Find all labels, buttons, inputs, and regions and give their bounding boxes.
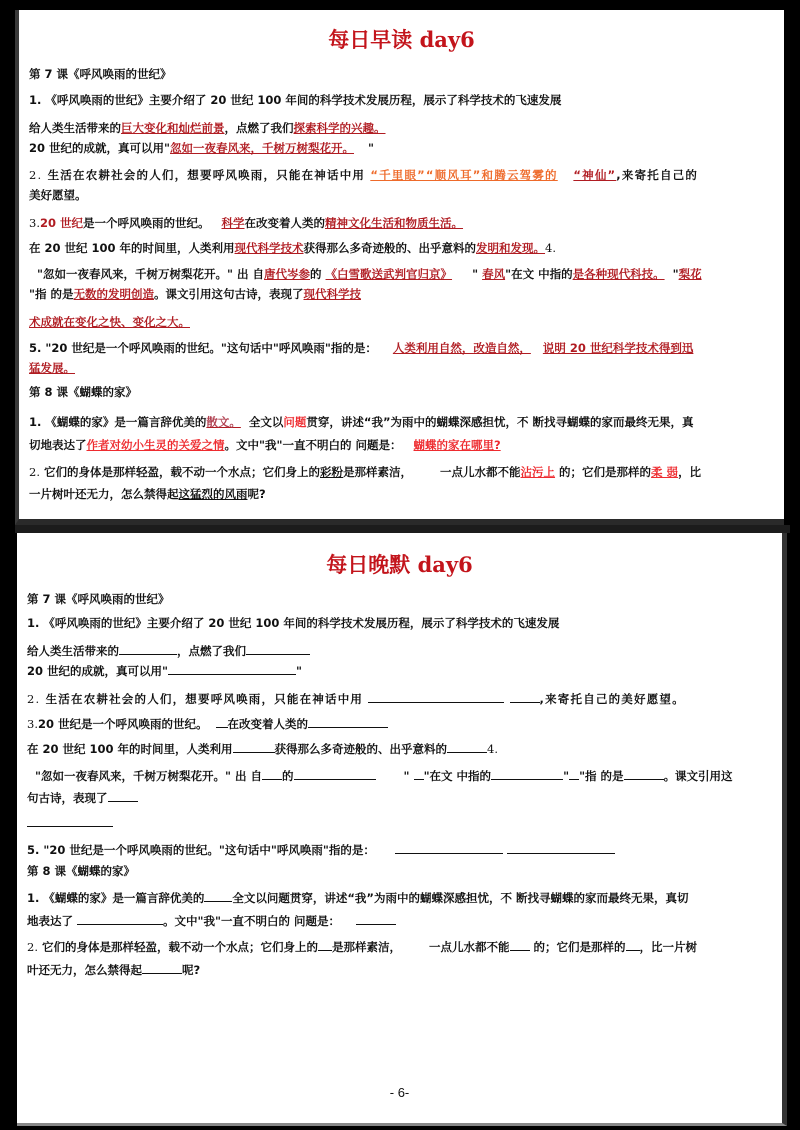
answer: 柔 弱 xyxy=(651,465,679,479)
text: 生活在农耕社会的人们，想要呼风唤雨，只能在神话中用 xyxy=(45,692,364,706)
text: 是一个呼风唤雨的世纪。 xyxy=(83,216,210,230)
text: 句古诗，表现了 xyxy=(27,791,108,805)
q4-line2 xyxy=(29,286,774,302)
fill-blank[interactable] xyxy=(510,939,530,951)
q5-line1 xyxy=(27,842,772,858)
l8-q2-line2 xyxy=(29,486,774,502)
fill-blank[interactable] xyxy=(368,691,504,703)
text: "忽如一夜春风来，千树万树梨花开。" 出 自 xyxy=(35,769,263,783)
fill-blank[interactable] xyxy=(510,691,540,703)
text: 它们的身体是那样轻盈，载不动一个水点；它们身上的 xyxy=(42,940,318,954)
text: ，点燃了我们 xyxy=(224,121,294,135)
fill-blank[interactable] xyxy=(108,790,138,802)
fill-blank[interactable] xyxy=(204,890,232,902)
q4-number: 4. xyxy=(487,742,499,756)
text: "指 的是 xyxy=(579,769,624,783)
q3-number: 3. xyxy=(29,216,40,230)
evening-title: 每日晚默 day6 xyxy=(326,552,473,577)
text: 的 xyxy=(310,267,322,281)
fill-blank[interactable] xyxy=(624,768,664,780)
text: 的；它们是那样的 xyxy=(533,940,626,954)
fill-blank[interactable] xyxy=(77,913,163,925)
fill-blank[interactable] xyxy=(507,842,615,854)
answer: 无数的发明创造 xyxy=(73,287,154,301)
text: 20 世纪是一个呼风唤雨的世纪。 xyxy=(37,717,208,731)
text: "忽如一夜春风来，千树万树梨花开。" 出 自 xyxy=(37,267,265,281)
evening-dictation-page xyxy=(17,533,787,1126)
text: 20 世纪的成就，真可以用" xyxy=(27,664,168,678)
text: 1. 《蝴蝶的家》是一篇言辞优美的 xyxy=(27,891,205,905)
text: 一点儿水都不能 xyxy=(429,940,510,954)
text: 的；它们是那样的 xyxy=(559,465,652,479)
answer: 《白雪歌送武判官归京》 xyxy=(325,267,453,281)
answer: 彩粉 xyxy=(320,465,343,479)
text: " xyxy=(672,267,679,281)
answer: 现代科学技术 xyxy=(234,241,304,255)
answer: “神仙” xyxy=(573,168,617,182)
page-number: - 6- xyxy=(389,1085,410,1100)
lesson7-heading: 第 7 课《呼风唤雨的世纪》 xyxy=(27,592,170,606)
text: ，比一片树 xyxy=(639,940,698,954)
fill-blank[interactable] xyxy=(262,768,282,780)
answer: 问题 xyxy=(283,415,307,429)
q3-number: 3. xyxy=(27,717,38,731)
fill-blank[interactable] xyxy=(356,913,396,925)
answer: 忽如一夜春风来，千树万树梨花开。 xyxy=(170,141,354,155)
l8-q2-line1 xyxy=(29,464,774,480)
q2-line1 xyxy=(27,691,772,707)
text: 一点儿水都不能 xyxy=(440,465,521,479)
answer: 探索科学的兴趣。 xyxy=(293,121,386,135)
text: 生活在农耕社会的人们，想要呼风唤雨，只能在神话中用 xyxy=(47,168,366,182)
text: 呢? xyxy=(247,487,266,501)
l8-q2-line1 xyxy=(27,939,772,955)
text: 是那样素洁， xyxy=(343,465,412,479)
text: 地表达了 xyxy=(27,914,73,928)
text: 呢? xyxy=(182,963,201,977)
text: 。课文引用这句古诗，表现了 xyxy=(154,287,304,301)
lesson8-heading: 第 8 课《蝴蝶的家》 xyxy=(27,864,136,878)
answer: 梨花 xyxy=(678,267,702,281)
text: "在文 中指的 xyxy=(423,769,492,783)
fill-blank[interactable] xyxy=(318,939,332,951)
answer: 人类利用自然，改造自然， xyxy=(392,341,531,355)
q2-line2: 美好愿望。 xyxy=(29,188,87,202)
q5-line2 xyxy=(29,360,774,376)
text: 获得那么多奇迹般的、出乎意料的 xyxy=(303,241,477,255)
answer: 精神文化生活和物质生活。 xyxy=(325,216,464,230)
lesson7-heading: 第 7 课《呼风唤雨的世纪》 xyxy=(29,67,172,81)
q3-line1 xyxy=(29,215,774,231)
fill-blank[interactable] xyxy=(233,741,275,753)
answer: 科学 xyxy=(221,216,245,230)
page-divider xyxy=(15,525,790,533)
text: " xyxy=(472,267,479,281)
q4-line1 xyxy=(27,768,772,784)
q4-line1 xyxy=(29,266,774,282)
morning-reading-page xyxy=(15,10,784,525)
text: 全文以问题贯穿，讲述“我”为雨中的蝴蝶深感担忧，不 断找寻蝴蝶的家而最终无果，真切 xyxy=(232,891,689,905)
q1-line1: 1. 《呼风唤雨的世纪》主要介绍了 20 世纪 100 年间的科学技术发展历程，展示了科学技术的飞速发展 xyxy=(29,93,562,107)
fill-blank[interactable] xyxy=(414,768,424,780)
fill-blank[interactable] xyxy=(294,768,376,780)
q4-line2 xyxy=(27,790,772,806)
q2-number: 2. xyxy=(29,168,43,182)
q1-line2 xyxy=(27,643,772,659)
fill-blank[interactable] xyxy=(395,842,503,854)
text: "指 的是 xyxy=(29,287,74,301)
text: 的 xyxy=(282,769,294,783)
text: ，比 xyxy=(678,465,702,479)
fill-blank[interactable] xyxy=(491,768,563,780)
l8-q1-line1 xyxy=(27,890,772,906)
q5-line1 xyxy=(29,340,774,356)
answer: 作者对幼小生灵的关爱之情 xyxy=(86,438,225,452)
q1-line2 xyxy=(29,120,774,136)
q4-line3 xyxy=(29,314,774,330)
text: 是那样素洁， xyxy=(332,940,401,954)
answer: 现代科学技 xyxy=(303,287,361,301)
text: 。文中"我"一直不明白的 问题是： xyxy=(163,914,341,928)
answer: 猛发展。 xyxy=(29,361,75,375)
fill-blank[interactable] xyxy=(246,643,310,655)
text: "在文 中指的 xyxy=(505,267,573,281)
answer: “千里眼”“顺风耳”和腾云驾雾的 xyxy=(370,168,558,182)
q4-number: 4. xyxy=(545,241,557,255)
text: 给人类生活带来的 xyxy=(29,121,121,135)
text: 5. "20 世纪是一个呼风唤雨的世纪。"这句话中"呼风唤雨"指的是： xyxy=(29,341,377,355)
q1-line3 xyxy=(29,140,774,156)
text: 获得那么多奇迹般的、出乎意料的 xyxy=(274,742,448,756)
answer: 唐代岑参 xyxy=(264,267,311,281)
text: 5. "20 世纪是一个呼风唤雨的世纪。"这句话中"呼风唤雨"指的是： xyxy=(27,843,375,857)
text: ,来寄托自己的美好愿望。 xyxy=(539,692,685,706)
morning-title: 每日早读 day6 xyxy=(328,27,475,52)
answer: 沾污上 xyxy=(520,465,556,479)
text: " xyxy=(563,769,570,783)
l8-q2-line2 xyxy=(27,962,772,978)
answer: 散文。 xyxy=(206,415,241,429)
fill-blank[interactable] xyxy=(447,741,487,753)
answer: 蝴蝶的家在哪里? xyxy=(413,438,501,452)
l8-q2-number: 2. xyxy=(29,465,40,479)
fill-blank[interactable] xyxy=(119,643,177,655)
fill-blank[interactable] xyxy=(216,716,228,728)
q4-line3 xyxy=(27,815,772,831)
text: 1. 《蝴蝶的家》是一篇言辞优美的 xyxy=(29,415,207,429)
text: 20 世纪的成就，真可以用" xyxy=(29,141,170,155)
text: 切地表达了 xyxy=(29,438,87,452)
fill-blank[interactable] xyxy=(569,768,579,780)
l8-q1-line1 xyxy=(29,414,774,430)
text: 在改变着人类的 xyxy=(244,216,326,230)
q3-line2 xyxy=(29,240,774,256)
text: ，点燃了我们 xyxy=(177,644,246,658)
text: 全文以 xyxy=(248,415,284,429)
fill-blank[interactable] xyxy=(168,663,296,675)
text: 20 世纪 xyxy=(39,216,83,230)
text: 一片树叶还无力，怎么禁得起 xyxy=(29,487,179,501)
fill-blank[interactable] xyxy=(27,815,113,827)
text: 在 20 世纪 100 年的时间里，人类利用 xyxy=(29,241,235,255)
fill-blank[interactable] xyxy=(308,716,388,728)
q3-line2 xyxy=(27,741,772,757)
fill-blank[interactable] xyxy=(626,939,640,951)
text: 在 20 世纪 100 年的时间里，人类利用 xyxy=(27,742,233,756)
text: 。课文引用这 xyxy=(663,769,733,783)
text: 它们的身体是那样轻盈，载不动一个水点；它们身上的 xyxy=(44,465,320,479)
q2-line1 xyxy=(29,167,774,183)
l8-q1-line2 xyxy=(27,913,772,929)
text: " xyxy=(368,141,374,155)
answer: 发明和发现。 xyxy=(476,241,546,255)
text: 给人类生活带来的 xyxy=(27,644,119,658)
l8-q1-line2 xyxy=(29,437,774,453)
q1-line1: 1. 《呼风唤雨的世纪》主要介绍了 20 世纪 100 年间的科学技术发展历程，展示了科学技术的飞速发展 xyxy=(27,616,560,630)
q3-line1 xyxy=(27,716,772,732)
answer: 术成就在变化之快、变化之大。 xyxy=(29,315,190,329)
text: " xyxy=(403,769,410,783)
l8-q2-number: 2. xyxy=(27,940,38,954)
text: ,来寄托自己的 xyxy=(616,168,699,182)
text: 在改变着人类的 xyxy=(227,717,309,731)
q1-line3 xyxy=(27,663,772,679)
fill-blank[interactable] xyxy=(142,962,182,974)
answer: 巨大变化和灿烂前景 xyxy=(121,121,225,135)
text: " xyxy=(296,664,302,678)
lesson8-heading: 第 8 课《蝴蝶的家》 xyxy=(29,385,138,399)
text: 。文中"我"一直不明白的 问题是： xyxy=(224,438,402,452)
q2-number: 2. xyxy=(27,692,41,706)
text: 叶还无力，怎么禁得起 xyxy=(27,963,142,977)
answer: 这猛烈的风雨 xyxy=(178,487,248,501)
text: 贯穿，讲述“我”为雨中的蝴蝶深感担忧，不 断找寻蝴蝶的家而最终无果，真 xyxy=(306,415,694,429)
answer: 说明 20 世纪科学技术得到迅 xyxy=(542,341,694,355)
answer: 是各种现代科技。 xyxy=(572,267,665,281)
answer: 春风 xyxy=(482,267,506,281)
